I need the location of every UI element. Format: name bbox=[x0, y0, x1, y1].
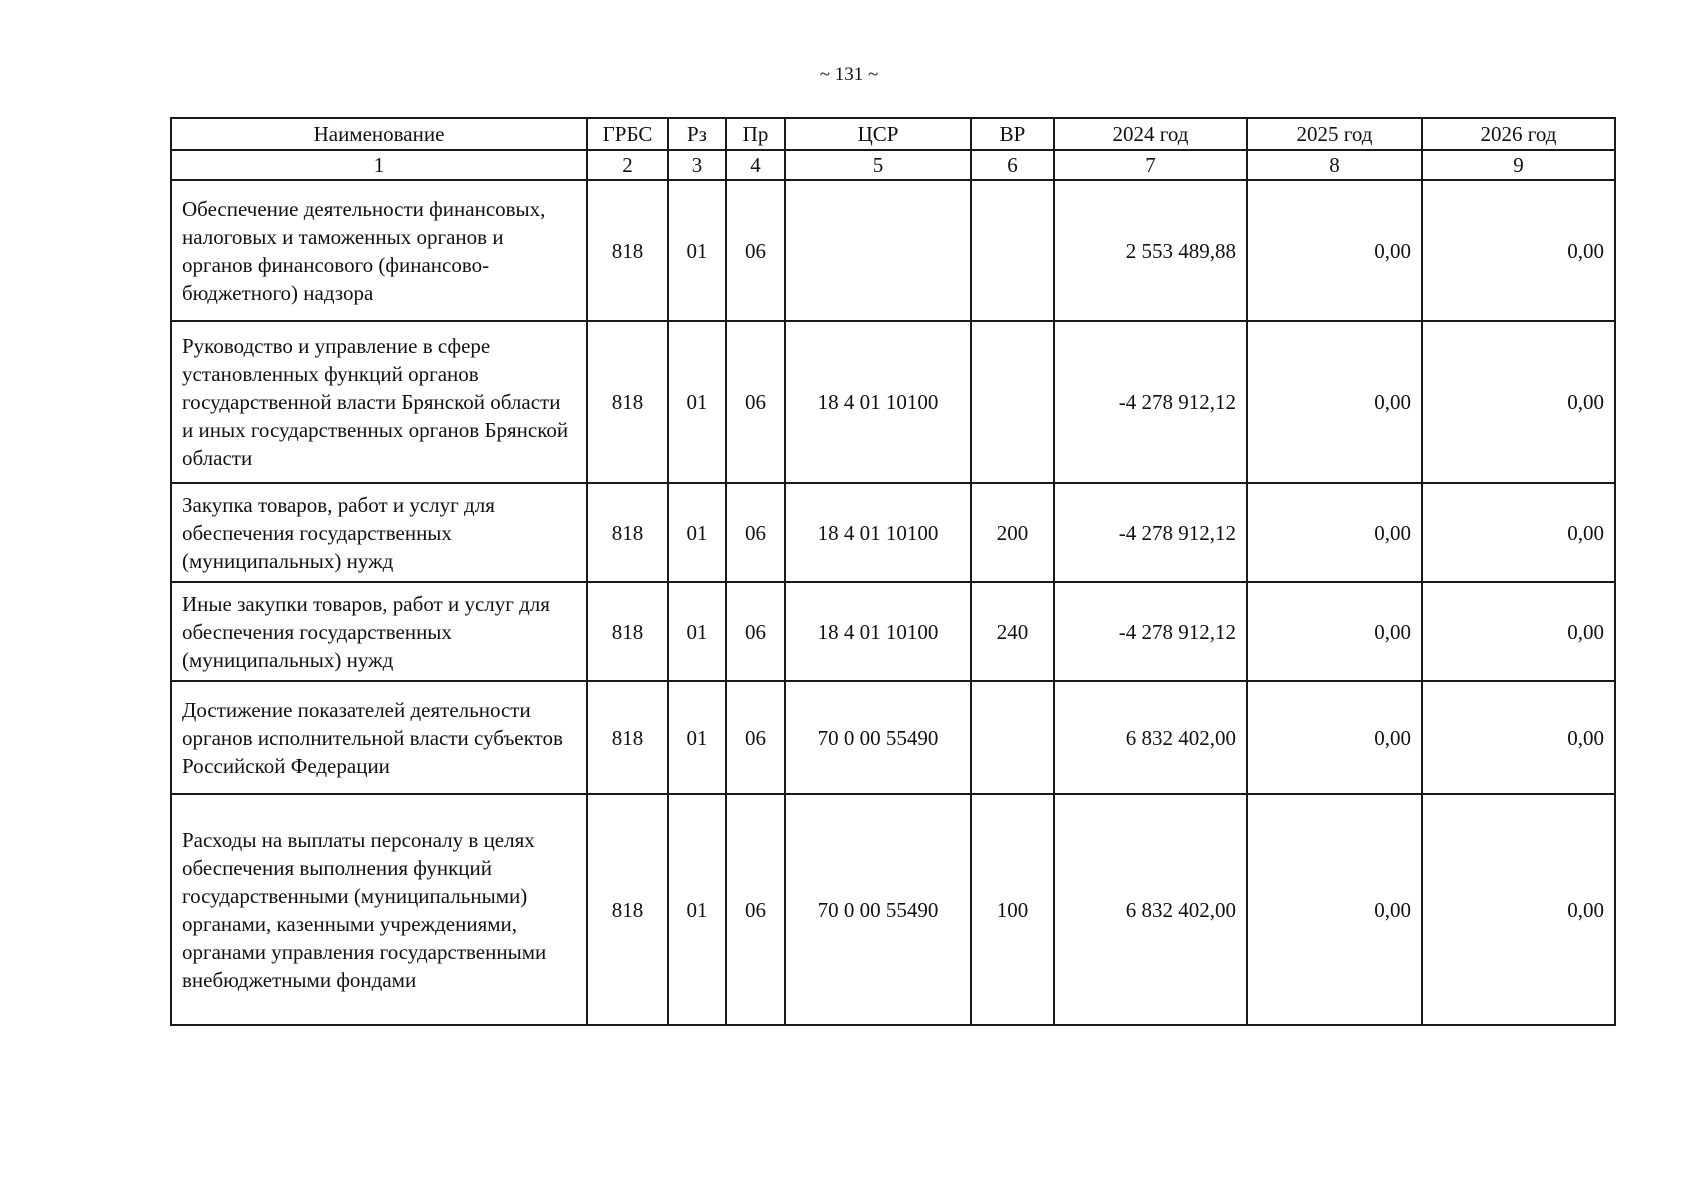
row-pr: 06 bbox=[726, 321, 785, 483]
row-csr: 70 0 00 55490 bbox=[785, 681, 971, 794]
row-rz: 01 bbox=[668, 681, 726, 794]
table-row bbox=[171, 794, 1615, 1025]
row-pr: 06 bbox=[726, 794, 785, 1025]
row-2025: 0,00 bbox=[1247, 180, 1422, 321]
row-rz: 01 bbox=[668, 321, 726, 483]
row-2024: 6 832 402,00 bbox=[1054, 794, 1247, 1025]
header-csr: ЦСР bbox=[785, 118, 971, 150]
row-grbs: 818 bbox=[587, 483, 668, 582]
row-name: Иные закупки товаров, работ и услуг для обеспечения государственных (муниципальных) нужд bbox=[171, 582, 587, 681]
row-2025: 0,00 bbox=[1247, 321, 1422, 483]
header-2025: 2025 год bbox=[1247, 118, 1422, 150]
row-2026: 0,00 bbox=[1422, 681, 1615, 794]
row-vr: 240 bbox=[971, 582, 1054, 681]
row-csr bbox=[785, 180, 971, 321]
row-name: Обеспечение деятельности финансовых, налоговых и таможенных органов и органов финансового (финансово-бюджетного) надзора bbox=[171, 180, 587, 321]
row-grbs: 818 bbox=[587, 681, 668, 794]
row-2025: 0,00 bbox=[1247, 483, 1422, 582]
row-2024: 6 832 402,00 bbox=[1054, 681, 1247, 794]
row-csr: 70 0 00 55490 bbox=[785, 794, 971, 1025]
column-number: 3 bbox=[668, 150, 726, 180]
row-2025: 0,00 bbox=[1247, 681, 1422, 794]
row-2024: -4 278 912,12 bbox=[1054, 582, 1247, 681]
row-pr: 06 bbox=[726, 582, 785, 681]
table-row bbox=[171, 180, 1615, 321]
table-row bbox=[171, 483, 1615, 582]
row-grbs: 818 bbox=[587, 180, 668, 321]
row-vr: 200 bbox=[971, 483, 1054, 582]
row-2024: 2 553 489,88 bbox=[1054, 180, 1247, 321]
column-number: 6 bbox=[971, 150, 1054, 180]
row-2026: 0,00 bbox=[1422, 321, 1615, 483]
header-rz: Рз bbox=[668, 118, 726, 150]
row-2024: -4 278 912,12 bbox=[1054, 321, 1247, 483]
row-csr: 18 4 01 10100 bbox=[785, 483, 971, 582]
row-2026: 0,00 bbox=[1422, 483, 1615, 582]
row-name: Руководство и управление в сфере установленных функций органов государственной власти Брянской области и иных государственных органов Брянской области bbox=[171, 321, 587, 483]
row-name: Закупка товаров, работ и услуг для обеспечения государственных (муниципальных) нужд bbox=[171, 483, 587, 582]
header-vr: ВР bbox=[971, 118, 1054, 150]
row-2025: 0,00 bbox=[1247, 794, 1422, 1025]
row-vr bbox=[971, 321, 1054, 483]
budget-table bbox=[170, 117, 1616, 1026]
table-row bbox=[171, 582, 1615, 681]
header-row bbox=[171, 118, 1615, 150]
table-row bbox=[171, 681, 1615, 794]
row-vr bbox=[971, 180, 1054, 321]
column-number: 4 bbox=[726, 150, 785, 180]
row-rz: 01 bbox=[668, 483, 726, 582]
table-row bbox=[171, 321, 1615, 483]
row-grbs: 818 bbox=[587, 582, 668, 681]
row-pr: 06 bbox=[726, 180, 785, 321]
row-2024: -4 278 912,12 bbox=[1054, 483, 1247, 582]
row-csr: 18 4 01 10100 bbox=[785, 321, 971, 483]
column-number-row bbox=[171, 150, 1615, 180]
row-2025: 0,00 bbox=[1247, 582, 1422, 681]
row-2026: 0,00 bbox=[1422, 180, 1615, 321]
row-grbs: 818 bbox=[587, 321, 668, 483]
row-rz: 01 bbox=[668, 794, 726, 1025]
header-name: Наименование bbox=[171, 118, 587, 150]
row-vr bbox=[971, 681, 1054, 794]
row-rz: 01 bbox=[668, 582, 726, 681]
row-2026: 0,00 bbox=[1422, 794, 1615, 1025]
column-number: 1 bbox=[171, 150, 587, 180]
column-number: 7 bbox=[1054, 150, 1247, 180]
column-number: 8 bbox=[1247, 150, 1422, 180]
row-2026: 0,00 bbox=[1422, 582, 1615, 681]
column-number: 5 bbox=[785, 150, 971, 180]
row-name: Достижение показателей деятельности органов исполнительной власти субъектов Российской Федерации bbox=[171, 681, 587, 794]
row-csr: 18 4 01 10100 bbox=[785, 582, 971, 681]
row-pr: 06 bbox=[726, 483, 785, 582]
header-grbs: ГРБС bbox=[587, 118, 668, 150]
row-vr: 100 bbox=[971, 794, 1054, 1025]
row-grbs: 818 bbox=[587, 794, 668, 1025]
header-2024: 2024 год bbox=[1054, 118, 1247, 150]
row-name: Расходы на выплаты персоналу в целях обеспечения выполнения функций государственными (муниципальными) органами, казенными учреждениями, органами управления государственными внебюджетными фондами bbox=[171, 794, 587, 1025]
column-number: 9 bbox=[1422, 150, 1615, 180]
page-number: ~ 131 ~ bbox=[819, 64, 879, 85]
header-2026: 2026 год bbox=[1422, 118, 1615, 150]
row-pr: 06 bbox=[726, 681, 785, 794]
header-pr: Пр bbox=[726, 118, 785, 150]
row-rz: 01 bbox=[668, 180, 726, 321]
column-number: 2 bbox=[587, 150, 668, 180]
